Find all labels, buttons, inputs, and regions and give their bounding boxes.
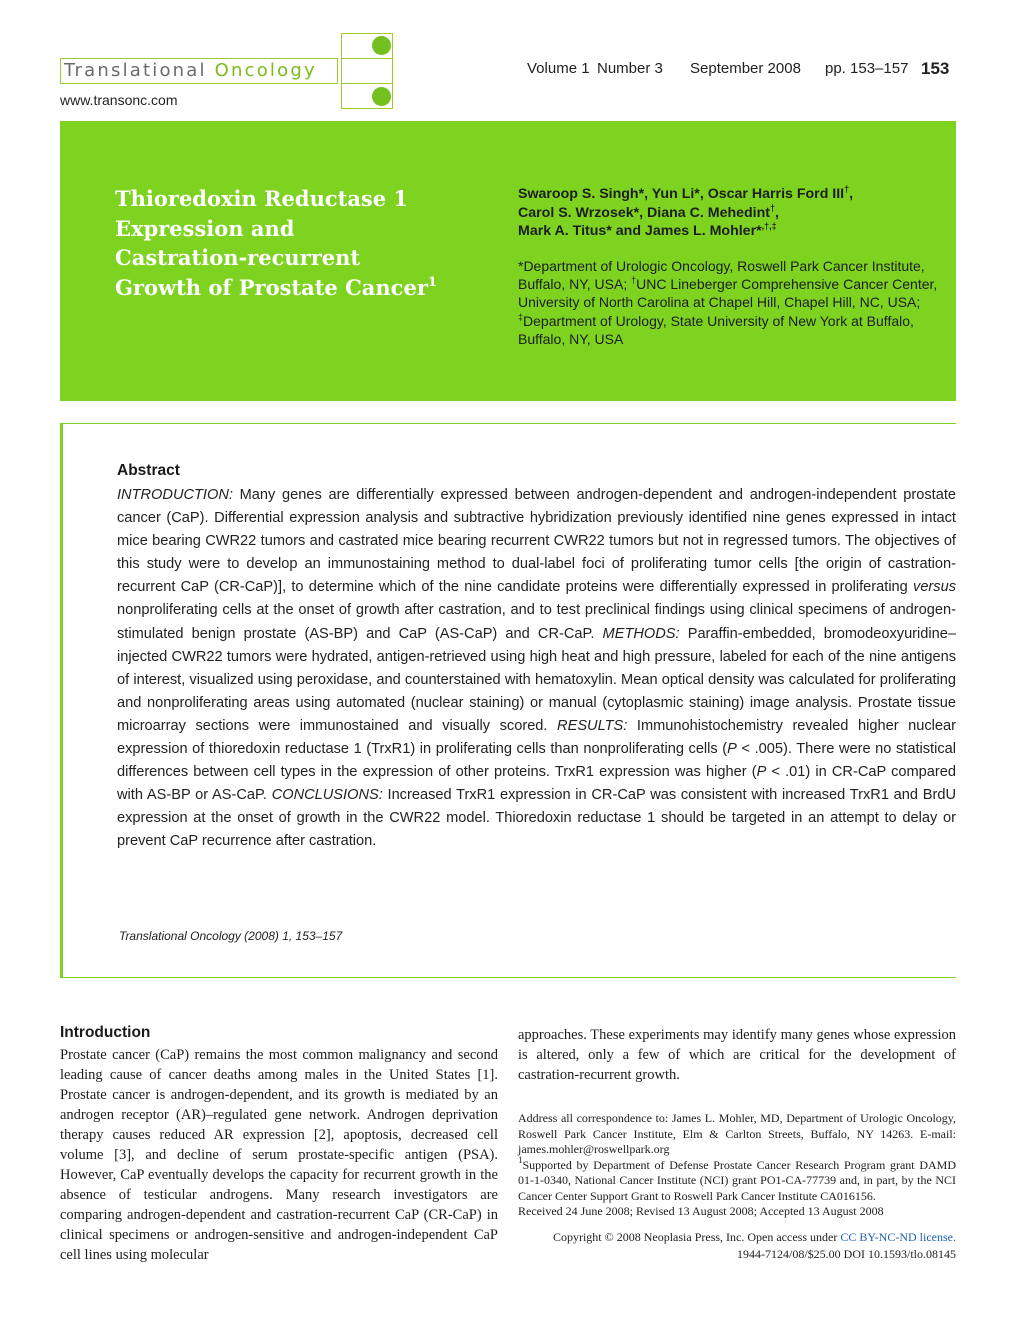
author-text: Mark A. Titus* and James L. Mohler* — [518, 223, 762, 239]
logo-dot-bottom — [372, 87, 391, 106]
author-sep: , — [775, 204, 779, 221]
title-line: Castration-recurrent — [115, 245, 361, 270]
affiliations — [518, 257, 938, 348]
abstract-text: Many genes are differentially expressed between androgen-dependent and androgen-independent prostate cancer (CaP). Differential expression analysis and subtractive hybridization previously identified nine genes expressed in intact mice bearing CWR22 tumors and castrated mice bearing recurrent CWR22 tumors but not in regressed tumors. The objectives of this study were to develop an immunostaining method to dual-label foci of proliferating tumor cells [the origin of castration-recurrent CaP (CR-CaP)], to determine which of the nine candidate proteins were differentially expressed in proliferating — [117, 487, 956, 596]
abstract-heading: Abstract — [117, 462, 180, 479]
affiliation-mark: ‡ — [518, 311, 524, 322]
copyright-block — [518, 1229, 956, 1263]
author-line — [518, 222, 938, 241]
abstract-frame-top — [63, 423, 956, 424]
page-range: pp. 153–157 — [825, 60, 909, 77]
methods-label: METHODS: — [602, 625, 680, 642]
title-line: Growth of Prostate Cancer — [115, 274, 428, 300]
affiliation-text: Department of Urology, State University of New York at Buffalo, Buffalo, NY, USA — [518, 312, 914, 347]
issn-doi: 1944-7124/08/$25.00 DOI 10.1593/tlo.08145 — [737, 1247, 956, 1261]
author-affil-mark: † — [844, 184, 850, 194]
intro-label: INTRODUCTION: — [117, 487, 233, 503]
conclusions-label: CONCLUSIONS: — [271, 787, 383, 804]
correspondence-note: Address all correspondence to: James L. Mohler, MD, Department of Urologic Oncology, Roswell Park Cancer Institute, Elm & Carlton Streets, Buffalo, NY 14263. E-mail: james.mohler@roswellpark.org — [518, 1111, 956, 1156]
results-label: RESULTS: — [557, 717, 628, 734]
volume: Volume 1 — [527, 60, 590, 77]
abstract-frame-bottom — [63, 977, 956, 978]
affiliation-mark: † — [631, 275, 637, 286]
title-line: Expression and — [115, 215, 295, 241]
journal-url[interactable]: www.transonc.com — [60, 92, 178, 108]
p-value-symbol: P — [727, 741, 737, 758]
introduction-paragraph: Prostate cancer (CaP) remains the most common malignancy and second leading cause of cancer deaths among males in the United States [1]. Prostate cancer is androgen-dependent, and its growth is mediated by an androgen receptor (AR)–regulated gene network. Androgen deprivation therapy causes reduced AR expression [2], apoptosis, decreased cell volume [3], and decline of serum prostate-specific antigen (PSA). However, CaP eventually develops the capacity for recurrent growth in the absence of testicular androgens. Many research investigators are comparing androgen-dependent and castration-recurrent CaP (CR-CaP) in clinical specimens or androgen-sensitive and androgen-independent CaP cell lines using molecular — [60, 1047, 498, 1263]
journal-name-part1: Translational — [64, 60, 207, 81]
footnotes — [518, 1111, 956, 1220]
article-title — [115, 184, 455, 302]
license-link[interactable]: CC BY-NC-ND license. — [840, 1230, 956, 1244]
journal-name-part2: Oncology — [214, 60, 317, 81]
affiliation-text: UNC Lineberger Comprehensive Cancer Center, University of North Carolina at Chapel Hill, Chapel Hill, NC, USA; — [518, 276, 938, 311]
abstract-text: Increased TrxR1 expression in CR-CaP was consistent with increased TrxR1 and BrdU expression at the onset of growth in the CWR22 model. Thioredoxin reductase 1 should be targeted in an attempt to delay or prevent CaP recurrence after castration. — [117, 787, 956, 850]
affiliation-text: *Department of Urologic Oncology, Roswell Park Cancer Institute, Buffalo, NY, USA; — [518, 258, 925, 293]
funding-note — [518, 1154, 956, 1205]
copyright-text: Copyright © 2008 Neoplasia Press, Inc. Open access under — [552, 1230, 841, 1244]
abstract-text: Immunohistochemistry revealed higher nuclear expression of thioredoxin reductase 1 (TrxR1) in proliferating cells than nonproliferating cells ( — [117, 717, 956, 758]
introduction-heading: Introduction — [60, 1024, 151, 1041]
journal-citation: Translational Oncology (2008) 1, 153–157 — [119, 929, 343, 943]
introduction-continuation: approaches. These experiments may identify many genes whose expression is altered, only a few of which are critical for the development of castration-recurrent growth. — [518, 1027, 956, 1083]
author-text: Carol S. Wrzosek*, Diana C. Mehedint — [518, 204, 771, 221]
funding-mark: 1 — [518, 1154, 523, 1165]
p-value-symbol: P — [756, 764, 767, 781]
page-number: 153 — [921, 59, 950, 78]
funding-text: Supported by Department of Defense Prostate Cancer Research Program grant DAMD 01-1-0340, National Cancer Institute (NCI) grant PO1-CA-77739 and, in part, by the NCI Cancer Center Support Grant to Roswell Park Cancer Institute CA016156. — [518, 1157, 956, 1203]
title-footnote-mark: 1 — [427, 274, 437, 290]
title-line-last — [115, 273, 455, 303]
author-text: Swaroop S. Singh*, Yun Li*, Oscar Harris Ford III — [518, 186, 845, 202]
author-line — [518, 185, 938, 204]
issue-number: Number 3 — [597, 60, 663, 77]
author-sep: , — [849, 186, 854, 202]
copyright-line — [518, 1229, 956, 1246]
abstract-text: nonproliferating cells at the onset of growth after castration, and to test preclinical findings using clinical specimens of androgen-stimulated benign prostate (AS-BP) and CaP (AS-CaP) and CR-CaP. — [117, 602, 956, 642]
title-line: Thioredoxin Reductase 1 — [115, 186, 409, 211]
abstract-text: < .005). There were no statistical differences between cell types in the expression of other proteins. TrxR1 expression was higher ( — [117, 741, 957, 781]
affiliation-paragraph — [518, 257, 938, 312]
received-dates: Received 24 June 2008; Revised 13 August 2008; Accepted 13 August 2008 — [518, 1204, 884, 1218]
abstract-body — [117, 484, 956, 854]
abstract-text: Paraffin-embedded, bromodeoxyuridine–injected CWR22 tumors were hydrated, antigen-retrieved using high heat and high pressure, labeled for each of the nine antigens of interest, visualized using peroxidase, and counterstained with hematoxylin. Mean optical density was calculated for proliferating and nonproliferating areas using automated (nuclear staining) or manual (cytoplasmic staining) image analysis. Prostate tissue microarray sections were immunostained and visually scored. — [117, 625, 956, 734]
abstract-frame-left — [60, 423, 63, 978]
author-affil-mark: ,†,‡ — [761, 221, 777, 231]
author-line — [518, 204, 938, 223]
author-list — [518, 185, 938, 241]
logo-cell-middle — [341, 58, 393, 84]
abstract-emphasis: versus — [913, 579, 956, 596]
affiliation-paragraph — [518, 312, 938, 348]
logo-dot-top — [372, 36, 391, 55]
author-affil-mark: † — [770, 202, 776, 213]
journal-logo-wordmark — [60, 58, 338, 84]
abstract-text: < .01) in CR-CaP compared with AS-BP or AS-CaP. — [117, 764, 956, 804]
journal-logo-mark — [341, 33, 394, 110]
issue-date: September 2008 — [690, 60, 801, 77]
